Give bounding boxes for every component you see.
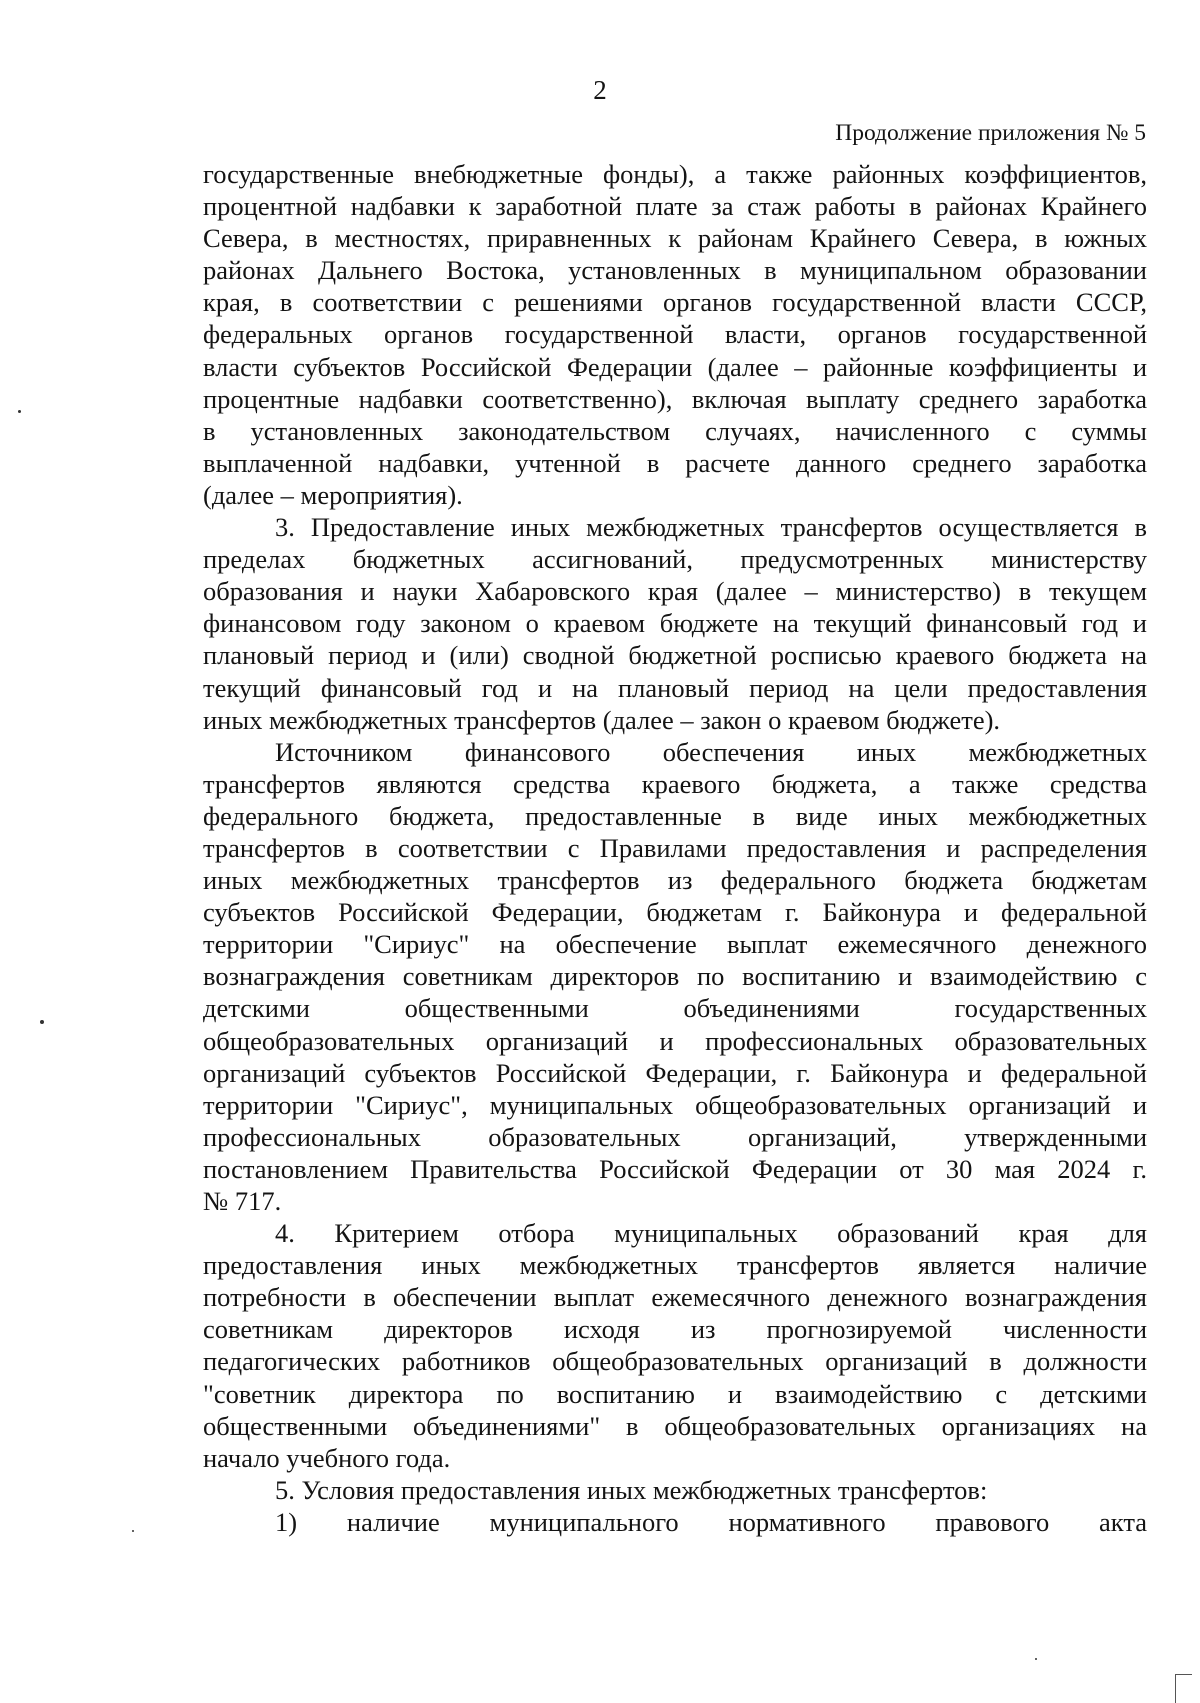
text-line: "советник директора по воспитанию и взаимодействию с детскими xyxy=(203,1378,1147,1409)
text-line: текущий финансовый год и на плановый период на цели предоставления xyxy=(203,672,1147,703)
scan-corner-mark xyxy=(1175,1674,1192,1703)
text-line: 4. Критерием отбора муниципальных образований края для xyxy=(275,1218,1147,1249)
text-line: детскими общественными объединениями государственных xyxy=(203,993,1147,1024)
text-line: власти субъектов Российской Федерации (далее – районные коэффициенты и xyxy=(203,351,1147,382)
text-line: иных межбюджетных трансфертов из федерального бюджета бюджетам xyxy=(203,865,1147,896)
text-line: государственные внебюджетные фонды), а также районных коэффициентов, xyxy=(203,159,1147,189)
text-line: Севера, в местностях, приравненных к районам Крайнего Севера, в южных xyxy=(203,223,1147,254)
text-line: образования и науки Хабаровского края (далее – министерство) в текущем xyxy=(203,576,1147,607)
text-line: субъектов Российской Федерации, бюджетам г. Байконура и федеральной xyxy=(203,897,1147,928)
text-line: трансфертов в соответствии с Правилами предоставления и распределения xyxy=(203,832,1147,863)
text-line: (далее – мероприятия). xyxy=(203,479,463,510)
text-line: края, в соответствии с решениями органов государственной власти СССР, xyxy=(203,287,1147,318)
text-line: территории "Сириус" на обеспечение выплат ежемесячного денежного xyxy=(203,929,1147,960)
scan-speck xyxy=(40,1020,44,1024)
text-line: выплаченной надбавки, учтенной в расчете данного среднего заработка xyxy=(203,447,1147,478)
scan-speck xyxy=(18,410,21,413)
text-line: федеральных органов государственной власти, органов государственной xyxy=(203,319,1147,350)
text-line: профессиональных образовательных организаций, утвержденными xyxy=(203,1121,1147,1152)
text-line: трансфертов являются средства краевого бюджета, а также средства xyxy=(203,768,1147,799)
text-line: Источником финансового обеспечения иных межбюджетных xyxy=(275,736,1147,767)
text-line: советникам директоров исходя из прогнозируемой численности xyxy=(203,1314,1147,1345)
text-line: организаций субъектов Российской Федерации, г. Байконура и федеральной xyxy=(203,1057,1147,1088)
text-line: финансовом году законом о краевом бюджете на текущий финансовый год и xyxy=(203,608,1147,639)
text-line: общеобразовательных организаций и профессиональных образовательных xyxy=(203,1025,1147,1056)
text-line: 3. Предоставление иных межбюджетных трансфертов осуществляется в xyxy=(275,512,1147,543)
text-line: 5. Условия предоставления иных межбюджетных трансфертов: xyxy=(275,1474,988,1505)
text-line: 1) наличие муниципального нормативного правового акта xyxy=(275,1506,1147,1537)
text-line: постановлением Правительства Российской Федерации от 30 мая 2024 г. xyxy=(203,1153,1147,1184)
body-text xyxy=(203,158,1147,1538)
text-line: общественными объединениями" в общеобразовательных организациях на xyxy=(203,1410,1147,1441)
text-line: педагогических работников общеобразовательных организаций в должности xyxy=(203,1346,1147,1377)
text-line: процентной надбавки к заработной плате за стаж работы в районах Крайнего xyxy=(203,191,1147,222)
text-line: плановый период и (или) сводной бюджетной росписью краевого бюджета на xyxy=(203,640,1147,671)
continuation-header: Продолжение приложения № 5 xyxy=(835,120,1146,146)
page-number: 2 xyxy=(593,75,607,105)
text-line: предоставления иных межбюджетных трансфертов является наличие xyxy=(203,1250,1147,1281)
text-line: № 717. xyxy=(203,1186,282,1216)
text-line: процентные надбавки соответственно), включая выплату среднего заработка xyxy=(203,383,1147,414)
text-line: в установленных законодательством случаях, начисленного с суммы xyxy=(203,415,1147,446)
text-line: районах Дальнего Востока, установленных в муниципальном образовании xyxy=(203,255,1147,286)
text-line: федерального бюджета, предоставленные в виде иных межбюджетных xyxy=(203,800,1147,831)
scan-speck xyxy=(1035,1658,1037,1660)
text-line: иных межбюджетных трансфертов (далее – закон о краевом бюджете). xyxy=(203,704,1001,735)
scan-speck xyxy=(132,1530,134,1532)
text-line: пределах бюджетных ассигнований, предусмотренных министерству xyxy=(203,544,1147,575)
text-line: территории "Сириус", муниципальных общеобразовательных организаций и xyxy=(203,1089,1147,1120)
text-line: начало учебного года. xyxy=(203,1442,451,1473)
text-line: вознаграждения советникам директоров по воспитанию и взаимодействию с xyxy=(203,961,1147,992)
text-line: потребности в обеспечении выплат ежемесячного денежного вознаграждения xyxy=(203,1282,1147,1313)
